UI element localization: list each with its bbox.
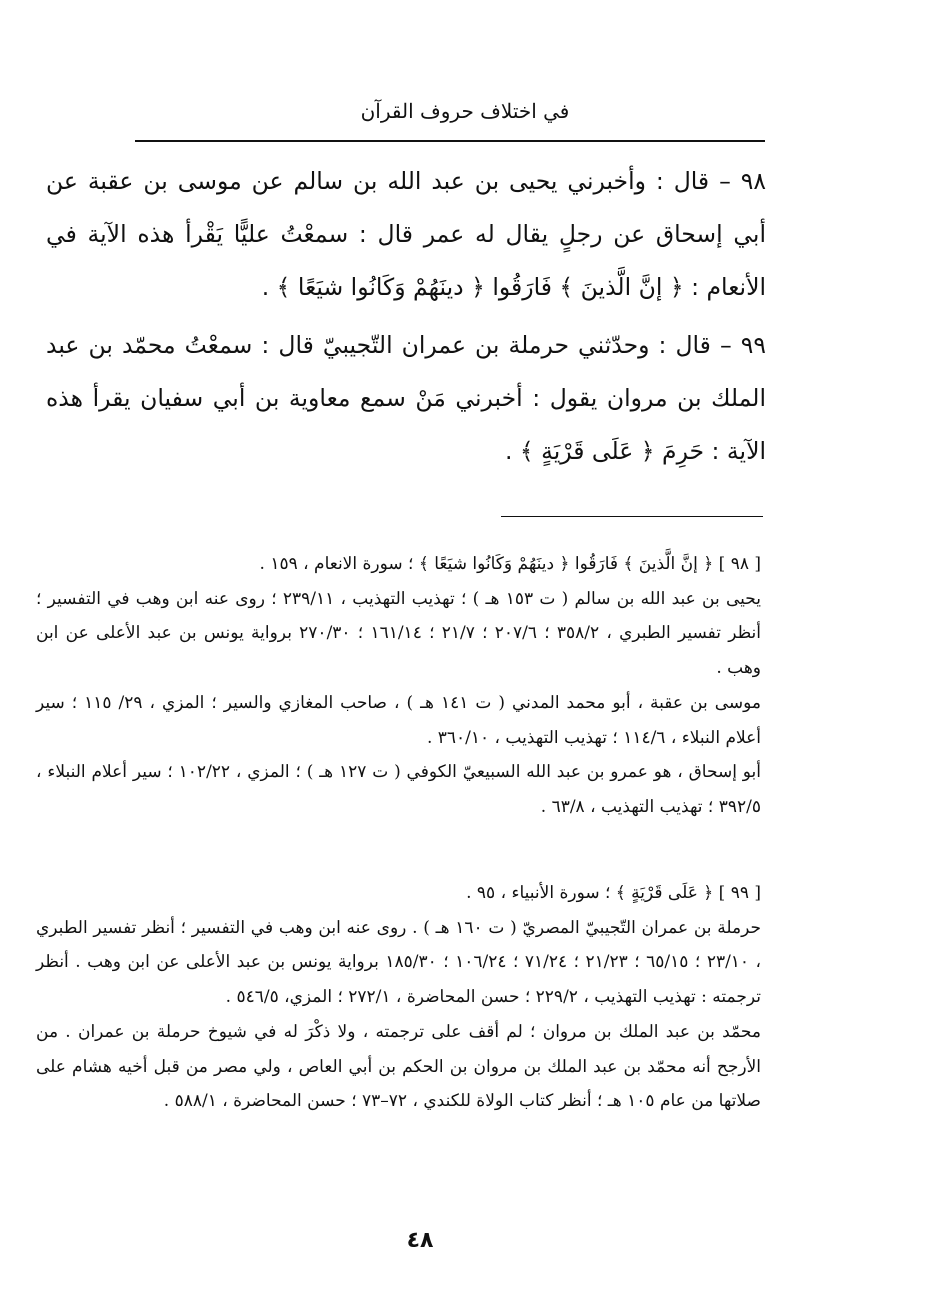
paragraph-99: ٩٩ – قال : وحدّثني حرملة بن عمران التّجيبيّ قال : سمعْتُ محمّد بن عبد الملك بن مروان يقول : أخبرني مَنْ سمع معاوية بن أبي سفيان يقرأ هذه الآية : حَرِمَ ﴿ عَلَى قَرْيَةٍ ﴾ . xyxy=(46,331,766,465)
footnote-line: يحيى بن عبد الله بن سالم ( ت ١٥٣ هـ ) ؛ تهذيب التهذيب ، ٢٣٩/١١ ؛ روى عنه ابن وهب في التفسير ؛ أنظر تفسير الطبري ، ٣٥٨/٢ ؛ ٢٠٧/٦ ؛ ٢١/٧ ؛ ١٦١/١٤ ؛ ٢٧٠/٣٠ برواية يونس بن عبد الأعلى عن ابن وهب . xyxy=(36,588,761,679)
paragraph-98: ٩٨ – قال : وأخبرني يحيى بن عبد الله بن سالم عن موسى بن عقبة عن أبي إسحاق عن رجلٍ يقال له عمر قال : سمعْتُ عليًّا يَقْرأ هذه الآية في الأنعام : ﴿ إنَّ الَّذينَ ﴾ فَارَقُوا ﴿ دينَهُمْ وَكَانُوا شيَعًا ﴾ . xyxy=(46,167,766,301)
page-number: ٤٨ xyxy=(406,1228,434,1253)
footnote-98 xyxy=(36,547,761,825)
header-rule xyxy=(135,140,765,142)
running-header: في اختلاف حروف القرآن xyxy=(360,99,570,123)
footnote-line: أبو إسحاق ، هو عمرو بن عبد الله السبيعيّ الكوفي ( ت ١٢٧ هـ ) ؛ المزي ، ١٠٢/٢٢ ؛ سير أعلام النبلاء ، ٣٩٢/٥ ؛ تهذيب التهذيب ، ٦٣/٨ . xyxy=(36,762,762,817)
footnote-line: موسى بن عقبة ، أبو محمد المدني ( ت ١٤١ هـ ) ، صاحب المغازي والسير ؛ المزي ، ٢٩/ ١١٥ ؛ سير أعلام النبلاء ، ١١٤/٦ ؛ تهذيب التهذيب ، ٣٦٠/١٠ . xyxy=(36,692,761,748)
footnote-line: حرملة بن عمران التّجيبيّ المصريّ ( ت ١٦٠ هـ ) . روى عنه ابن وهب في التفسير ؛ أنظر تفسير الطبري ، ٢٣/١٠ ؛ ٦٥/١٥ ؛ ٢١/٢٣ ؛ ٧١/٢٤ ؛ ١٠٦/٢٤ ؛ ١٨٥/٣٠ برواية يونس بن عبد الأعلى عن ابن وهب . أنظر ترجمته : تهذيب التهذيب ، ٢٢٩/٢ ؛ حسن المحاضرة ، ٢٧٢/١ ؛ المزي، ٥٤٦/٥ . xyxy=(36,917,762,1008)
footnote-99 xyxy=(36,876,761,1119)
footnote-separator xyxy=(501,516,763,517)
footnote-line: [ ٩٨ ] ﴿ إنَّ الَّذينَ ﴾ فَارَقُوا ﴿ دينَهُمْ وَكَانُوا شيَعًا ﴾ ؛ سورة الانعام ، ١٥٩ . xyxy=(259,554,761,574)
footnote-line: محمّد بن عبد الملك بن مروان ؛ لم أقف على ترجمته ، ولا ذكْرَ له في شيوخ حرملة بن عمران . من الأرجح أنه محمّد بن عبد الملك بن مروان بن الحكم بن أبي العاص ، ولي مصر من قبل أخيه هشام على صلاتها من عام ١٠٥ هـ ؛ أنظر كتاب الولاة للكندي ، ٧٢–٧٣ ؛ حسن المحاضرة ، ٥٨٨/١ . xyxy=(36,1021,761,1112)
footnote-line: [ ٩٩ ] ﴿ عَلَى قَرْيَةٍ ﴾ ؛ سورة الأنبياء ، ٩٥ . xyxy=(466,883,761,903)
